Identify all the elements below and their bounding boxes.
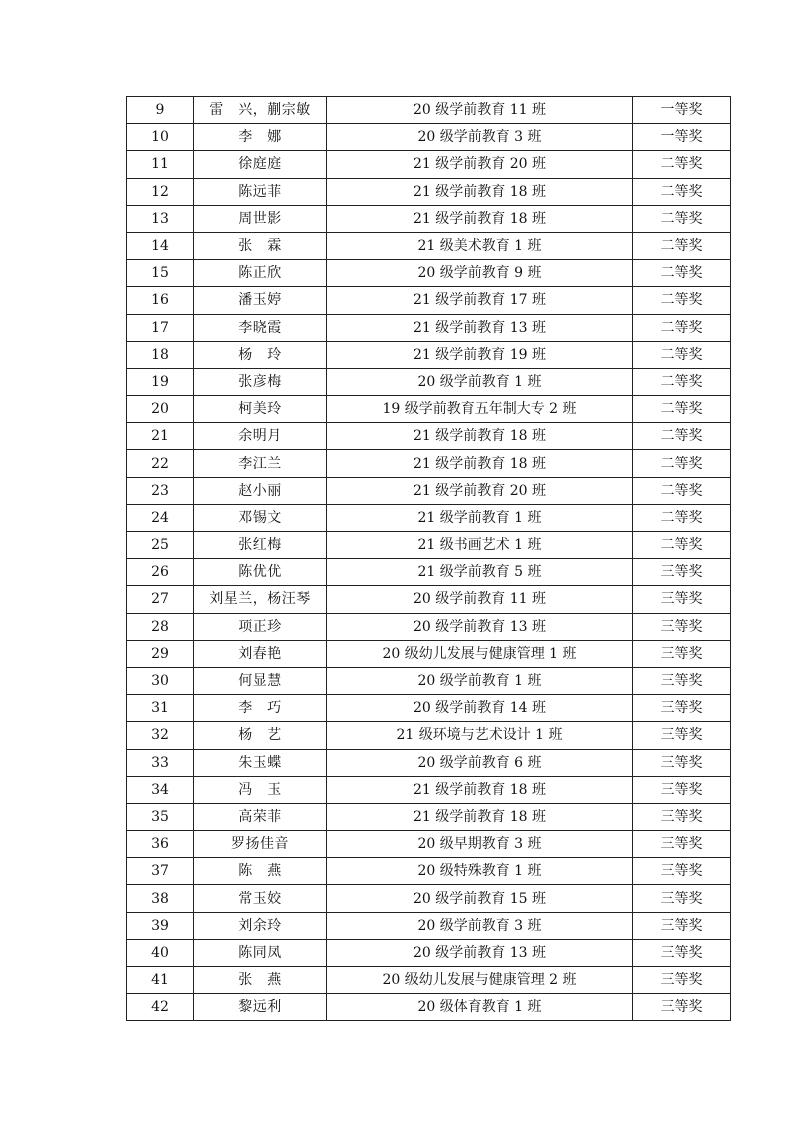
class-name-cell: 21 级学前教育 18 班 [327, 423, 633, 450]
student-name-cell: 李 巧 [194, 695, 327, 722]
row-number-cell: 42 [127, 994, 194, 1021]
table-row [127, 776, 731, 803]
class-name-cell: 21 级学前教育 20 班 [327, 151, 633, 178]
table-row [127, 994, 731, 1021]
row-number-cell: 33 [127, 749, 194, 776]
table-row [127, 858, 731, 885]
student-name-cell: 张彦梅 [194, 368, 327, 395]
class-name-cell: 21 级学前教育 1 班 [327, 504, 633, 531]
award-level-cell: 三等奖 [633, 640, 731, 667]
student-name-cell: 杨 艺 [194, 722, 327, 749]
class-name-cell: 21 级环境与艺术设计 1 班 [327, 722, 633, 749]
row-number-cell: 21 [127, 423, 194, 450]
award-level-cell: 二等奖 [633, 477, 731, 504]
table-row [127, 613, 731, 640]
row-number-cell: 14 [127, 232, 194, 259]
student-name-cell: 周世影 [194, 205, 327, 232]
award-level-cell: 二等奖 [633, 532, 731, 559]
class-name-cell: 20 级幼儿发展与健康管理 1 班 [327, 640, 633, 667]
class-name-cell: 20 级学前教育 1 班 [327, 667, 633, 694]
class-name-cell: 21 级学前教育 18 班 [327, 205, 633, 232]
class-name-cell: 20 级幼儿发展与健康管理 2 班 [327, 967, 633, 994]
student-name-cell: 张 霖 [194, 232, 327, 259]
table-row [127, 151, 731, 178]
award-level-cell: 三等奖 [633, 939, 731, 966]
award-level-cell: 三等奖 [633, 967, 731, 994]
award-level-cell: 二等奖 [633, 232, 731, 259]
student-name-cell: 陈同凤 [194, 939, 327, 966]
row-number-cell: 34 [127, 776, 194, 803]
student-name-cell: 张 燕 [194, 967, 327, 994]
row-number-cell: 40 [127, 939, 194, 966]
table-row [127, 368, 731, 395]
student-name-cell: 潘玉婷 [194, 287, 327, 314]
award-level-cell: 三等奖 [633, 994, 731, 1021]
award-level-cell: 二等奖 [633, 396, 731, 423]
table-row [127, 232, 731, 259]
student-name-cell: 朱玉蝶 [194, 749, 327, 776]
class-name-cell: 19 级学前教育五年制大专 2 班 [327, 396, 633, 423]
award-level-cell: 二等奖 [633, 260, 731, 287]
class-name-cell: 21 级学前教育 18 班 [327, 776, 633, 803]
class-name-cell: 21 级书画艺术 1 班 [327, 532, 633, 559]
class-name-cell: 21 级美术教育 1 班 [327, 232, 633, 259]
class-name-cell: 20 级学前教育 3 班 [327, 124, 633, 151]
award-level-cell: 一等奖 [633, 124, 731, 151]
student-name-cell: 陈正欣 [194, 260, 327, 287]
row-number-cell: 16 [127, 287, 194, 314]
award-level-cell: 三等奖 [633, 613, 731, 640]
row-number-cell: 25 [127, 532, 194, 559]
row-number-cell: 32 [127, 722, 194, 749]
class-name-cell: 21 级学前教育 17 班 [327, 287, 633, 314]
table-row [127, 396, 731, 423]
table-row [127, 939, 731, 966]
student-name-cell: 高荣菲 [194, 803, 327, 830]
row-number-cell: 9 [127, 97, 194, 124]
table-row [127, 423, 731, 450]
row-number-cell: 22 [127, 450, 194, 477]
row-number-cell: 17 [127, 314, 194, 341]
class-name-cell: 20 级体育教育 1 班 [327, 994, 633, 1021]
row-number-cell: 15 [127, 260, 194, 287]
row-number-cell: 19 [127, 368, 194, 395]
class-name-cell: 20 级学前教育 11 班 [327, 586, 633, 613]
class-name-cell: 21 级学前教育 19 班 [327, 341, 633, 368]
row-number-cell: 20 [127, 396, 194, 423]
student-name-cell: 陈优优 [194, 559, 327, 586]
row-number-cell: 10 [127, 124, 194, 151]
award-level-cell: 二等奖 [633, 287, 731, 314]
class-name-cell: 20 级学前教育 3 班 [327, 912, 633, 939]
award-table-body [127, 97, 731, 1021]
student-name-cell: 邓锡文 [194, 504, 327, 531]
student-name-cell: 赵小丽 [194, 477, 327, 504]
award-level-cell: 三等奖 [633, 831, 731, 858]
class-name-cell: 20 级学前教育 13 班 [327, 613, 633, 640]
class-name-cell: 21 级学前教育 20 班 [327, 477, 633, 504]
table-row [127, 314, 731, 341]
class-name-cell: 20 级早期教育 3 班 [327, 831, 633, 858]
award-level-cell: 三等奖 [633, 667, 731, 694]
class-name-cell: 21 级学前教育 18 班 [327, 803, 633, 830]
student-name-cell: 徐庭庭 [194, 151, 327, 178]
row-number-cell: 11 [127, 151, 194, 178]
award-level-cell: 二等奖 [633, 178, 731, 205]
table-row [127, 341, 731, 368]
award-level-cell: 三等奖 [633, 722, 731, 749]
student-name-cell: 刘春艳 [194, 640, 327, 667]
student-name-cell: 雷 兴，蒯宗敏 [194, 97, 327, 124]
award-level-cell: 三等奖 [633, 749, 731, 776]
award-level-cell: 二等奖 [633, 205, 731, 232]
award-level-cell: 三等奖 [633, 586, 731, 613]
award-level-cell: 三等奖 [633, 559, 731, 586]
award-level-cell: 一等奖 [633, 97, 731, 124]
row-number-cell: 38 [127, 885, 194, 912]
row-number-cell: 30 [127, 667, 194, 694]
row-number-cell: 29 [127, 640, 194, 667]
class-name-cell: 21 级学前教育 13 班 [327, 314, 633, 341]
class-name-cell: 20 级学前教育 1 班 [327, 368, 633, 395]
row-number-cell: 27 [127, 586, 194, 613]
student-name-cell: 刘余玲 [194, 912, 327, 939]
class-name-cell: 21 级学前教育 18 班 [327, 450, 633, 477]
class-name-cell: 21 级学前教育 18 班 [327, 178, 633, 205]
student-name-cell: 何显慧 [194, 667, 327, 694]
row-number-cell: 31 [127, 695, 194, 722]
student-name-cell: 常玉姣 [194, 885, 327, 912]
award-level-cell: 三等奖 [633, 776, 731, 803]
student-name-cell: 陈远菲 [194, 178, 327, 205]
award-level-cell: 三等奖 [633, 803, 731, 830]
table-row [127, 532, 731, 559]
table-row [127, 912, 731, 939]
table-row [127, 749, 731, 776]
class-name-cell: 20 级学前教育 15 班 [327, 885, 633, 912]
class-name-cell: 20 级学前教育 9 班 [327, 260, 633, 287]
row-number-cell: 41 [127, 967, 194, 994]
award-level-cell: 三等奖 [633, 695, 731, 722]
table-row [127, 287, 731, 314]
row-number-cell: 13 [127, 205, 194, 232]
table-row [127, 967, 731, 994]
row-number-cell: 39 [127, 912, 194, 939]
table-row [127, 205, 731, 232]
table-row [127, 559, 731, 586]
row-number-cell: 35 [127, 803, 194, 830]
row-number-cell: 18 [127, 341, 194, 368]
award-level-cell: 三等奖 [633, 885, 731, 912]
table-row [127, 667, 731, 694]
student-name-cell: 李江兰 [194, 450, 327, 477]
row-number-cell: 36 [127, 831, 194, 858]
table-row [127, 260, 731, 287]
table-row [127, 885, 731, 912]
class-name-cell: 21 级学前教育 5 班 [327, 559, 633, 586]
table-row [127, 504, 731, 531]
table-row [127, 477, 731, 504]
table-row [127, 640, 731, 667]
student-name-cell: 黎远利 [194, 994, 327, 1021]
student-name-cell: 陈 燕 [194, 858, 327, 885]
row-number-cell: 26 [127, 559, 194, 586]
award-level-cell: 三等奖 [633, 858, 731, 885]
table-row [127, 178, 731, 205]
class-name-cell: 20 级特殊教育 1 班 [327, 858, 633, 885]
award-level-cell: 二等奖 [633, 151, 731, 178]
student-name-cell: 张红梅 [194, 532, 327, 559]
student-name-cell: 冯 玉 [194, 776, 327, 803]
student-name-cell: 柯美玲 [194, 396, 327, 423]
student-name-cell: 李 娜 [194, 124, 327, 151]
student-name-cell: 罗扬佳音 [194, 831, 327, 858]
class-name-cell: 20 级学前教育 11 班 [327, 97, 633, 124]
table-row [127, 722, 731, 749]
table-row [127, 803, 731, 830]
award-level-cell: 二等奖 [633, 450, 731, 477]
student-name-cell: 杨 玲 [194, 341, 327, 368]
student-name-cell: 余明月 [194, 423, 327, 450]
table-row [127, 831, 731, 858]
award-level-cell: 二等奖 [633, 423, 731, 450]
row-number-cell: 23 [127, 477, 194, 504]
row-number-cell: 12 [127, 178, 194, 205]
table-row [127, 695, 731, 722]
student-name-cell: 李晓霞 [194, 314, 327, 341]
row-number-cell: 24 [127, 504, 194, 531]
table-row [127, 97, 731, 124]
award-level-cell: 二等奖 [633, 314, 731, 341]
table-row [127, 450, 731, 477]
class-name-cell: 20 级学前教育 13 班 [327, 939, 633, 966]
award-level-cell: 二等奖 [633, 504, 731, 531]
student-name-cell: 项正珍 [194, 613, 327, 640]
award-level-cell: 二等奖 [633, 341, 731, 368]
award-level-cell: 三等奖 [633, 912, 731, 939]
table-row [127, 586, 731, 613]
row-number-cell: 28 [127, 613, 194, 640]
class-name-cell: 20 级学前教育 6 班 [327, 749, 633, 776]
student-name-cell: 刘星兰，杨汪琴 [194, 586, 327, 613]
table-row [127, 124, 731, 151]
award-list-table [126, 96, 731, 1021]
row-number-cell: 37 [127, 858, 194, 885]
award-level-cell: 二等奖 [633, 368, 731, 395]
class-name-cell: 20 级学前教育 14 班 [327, 695, 633, 722]
